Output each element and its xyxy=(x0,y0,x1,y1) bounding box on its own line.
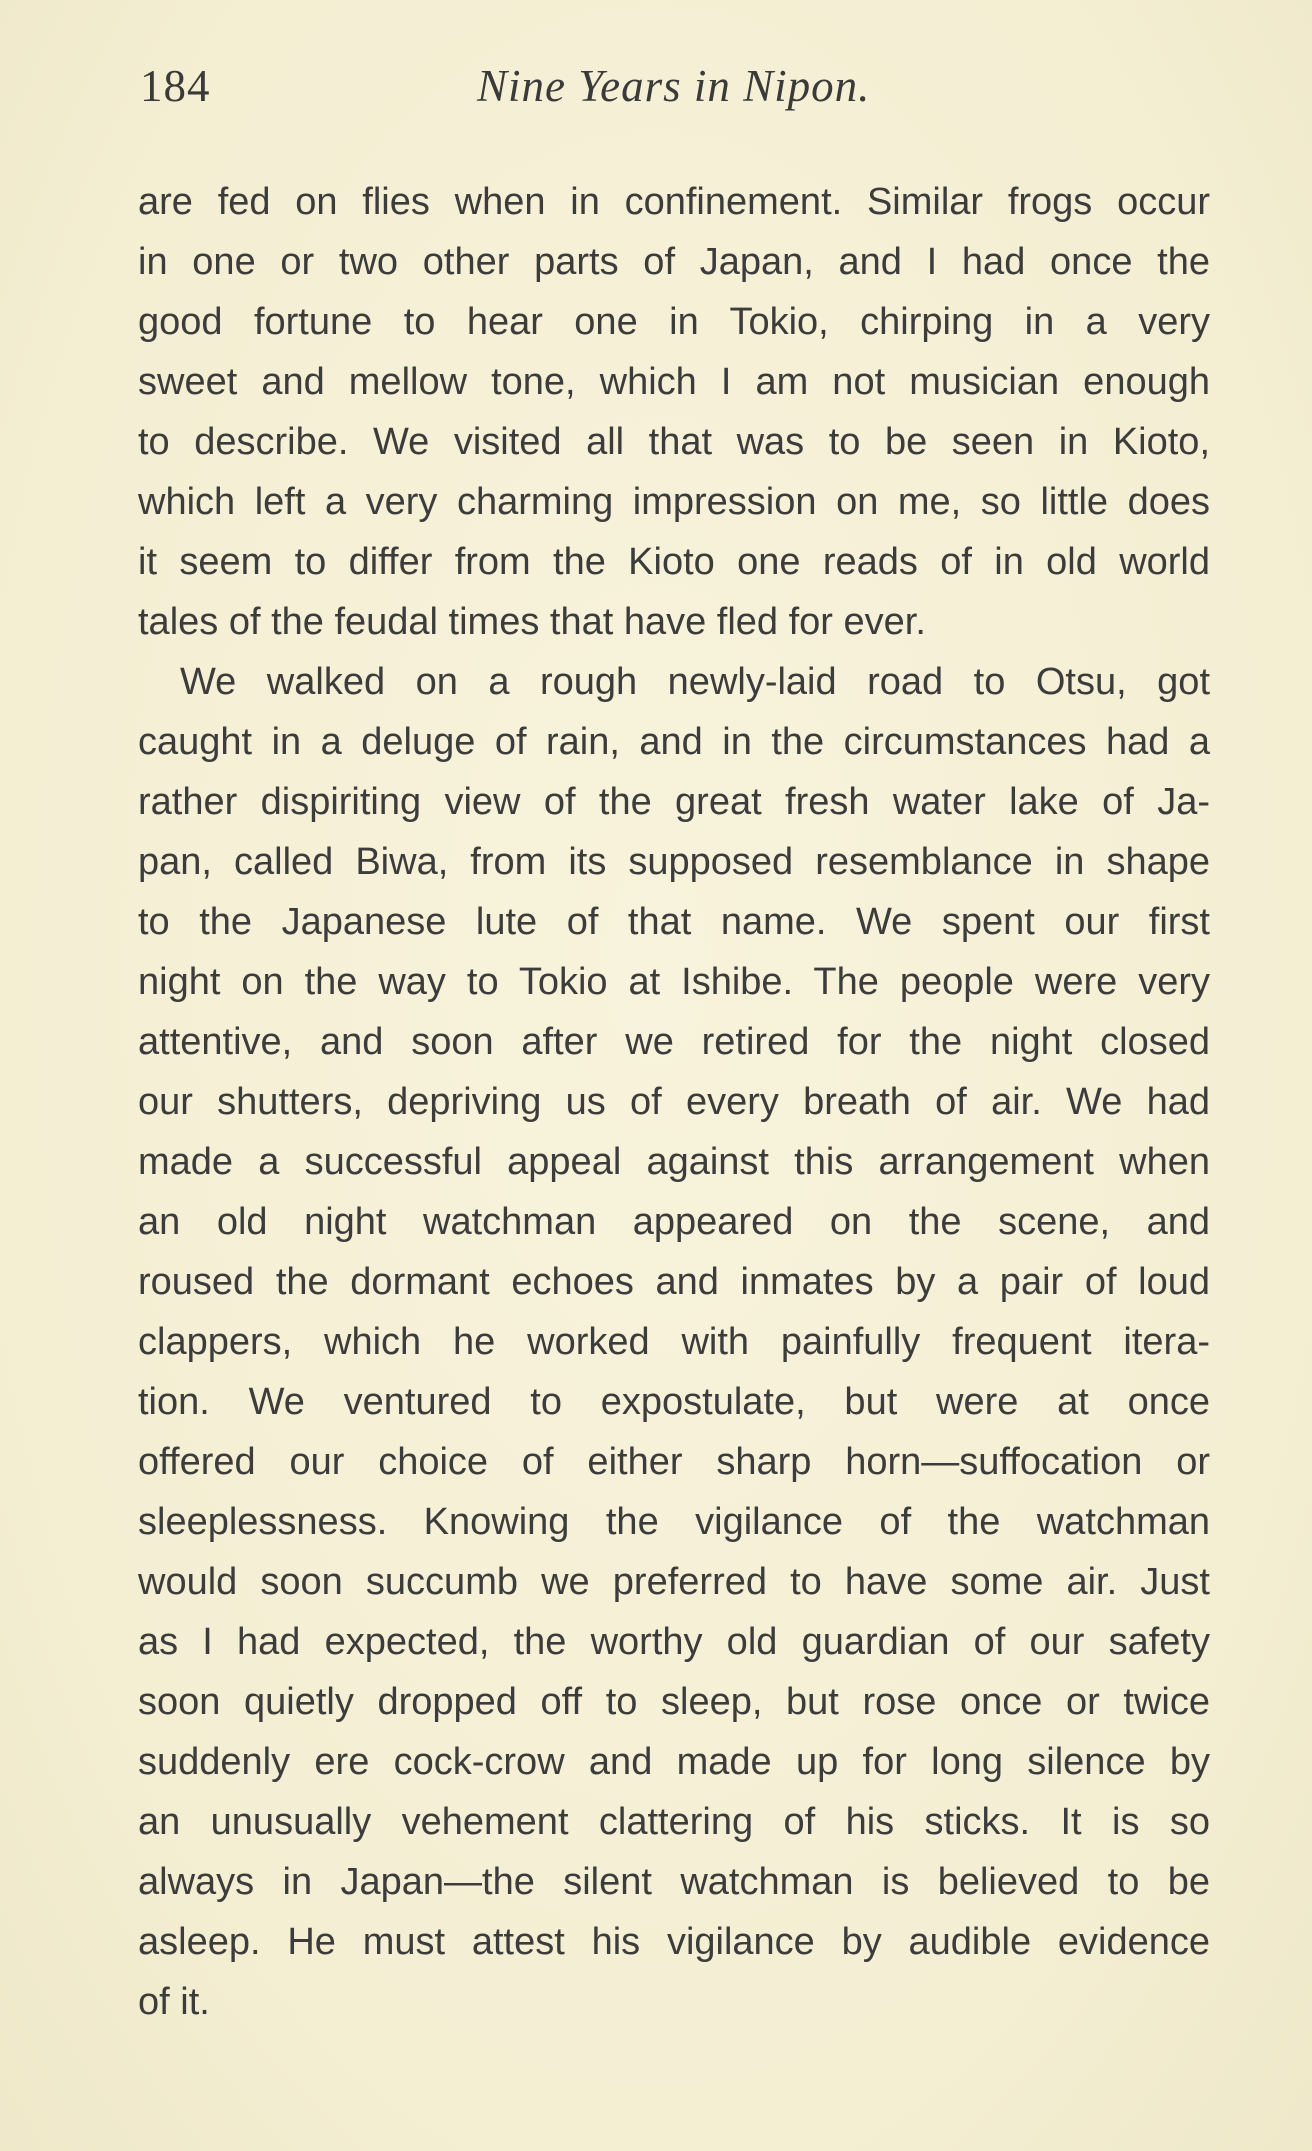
text-line: as I had expected, the worthy old guardian of our safety xyxy=(138,1621,1210,1663)
text-line: asleep. He must attest his vigilance by audible evidence xyxy=(138,1921,1210,1963)
text-line: clappers, which he worked with painfully frequent itera- xyxy=(138,1321,1210,1363)
page-number: 184 xyxy=(140,61,211,111)
body-text xyxy=(138,172,1210,2032)
text-line: offered our choice of either sharp horn—suffocation or xyxy=(138,1441,1210,1483)
text-line: our shutters, depriving us of every breath of air. We had xyxy=(138,1081,1210,1123)
text-line: tales of the feudal times that have fled for ever. xyxy=(138,601,926,643)
text-line: rather dispiriting view of the great fresh water lake of Ja- xyxy=(138,781,1210,823)
text-line: an unusually vehement clattering of his sticks. It is so xyxy=(138,1801,1210,1843)
text-line: pan, called Biwa, from its supposed resemblance in shape xyxy=(138,841,1210,883)
text-line: it seem to differ from the Kioto one reads of in old world xyxy=(138,541,1210,583)
text-line: would soon succumb we preferred to have some air. Just xyxy=(138,1561,1210,1603)
text-line: of it. xyxy=(138,1981,210,2023)
text-line: tion. We ventured to expostulate, but were at once xyxy=(138,1381,1210,1423)
paragraph xyxy=(138,172,1210,652)
text-line: roused the dormant echoes and inmates by a pair of loud xyxy=(138,1261,1210,1303)
text-line: are fed on flies when in confinement. Similar frogs occur xyxy=(138,181,1210,223)
text-line: in one or two other parts of Japan, and I had once the xyxy=(138,241,1210,283)
text-line: to the Japanese lute of that name. We spent our first xyxy=(138,901,1210,943)
text-line: night on the way to Tokio at Ishibe. The people were very xyxy=(138,961,1210,1003)
text-line: good fortune to hear one in Tokio, chirping in a very xyxy=(138,301,1210,343)
running-title: Nine Years in Nipon. xyxy=(477,61,871,111)
text-line: We walked on a rough newly-laid road to Otsu, got xyxy=(180,661,1210,703)
text-line: sleeplessness. Knowing the vigilance of the watchman xyxy=(138,1501,1210,1543)
text-line: an old night watchman appeared on the scene, and xyxy=(138,1201,1210,1243)
text-line: always in Japan—the silent watchman is believed to be xyxy=(138,1861,1210,1903)
text-line: attentive, and soon after we retired for the night closed xyxy=(138,1021,1210,1063)
text-line: soon quietly dropped off to sleep, but rose once or twice xyxy=(138,1681,1210,1723)
text-line: which left a very charming impression on me, so little does xyxy=(138,481,1210,523)
text-line: to describe. We visited all that was to be seen in Kioto, xyxy=(138,421,1210,463)
paragraph xyxy=(138,652,1210,2032)
text-line: suddenly ere cock-crow and made up for long silence by xyxy=(138,1741,1210,1783)
text-line: made a successful appeal against this arrangement when xyxy=(138,1141,1210,1183)
text-line: sweet and mellow tone, which I am not musician enough xyxy=(138,361,1210,403)
text-line: caught in a deluge of rain, and in the circumstances had a xyxy=(138,721,1210,763)
